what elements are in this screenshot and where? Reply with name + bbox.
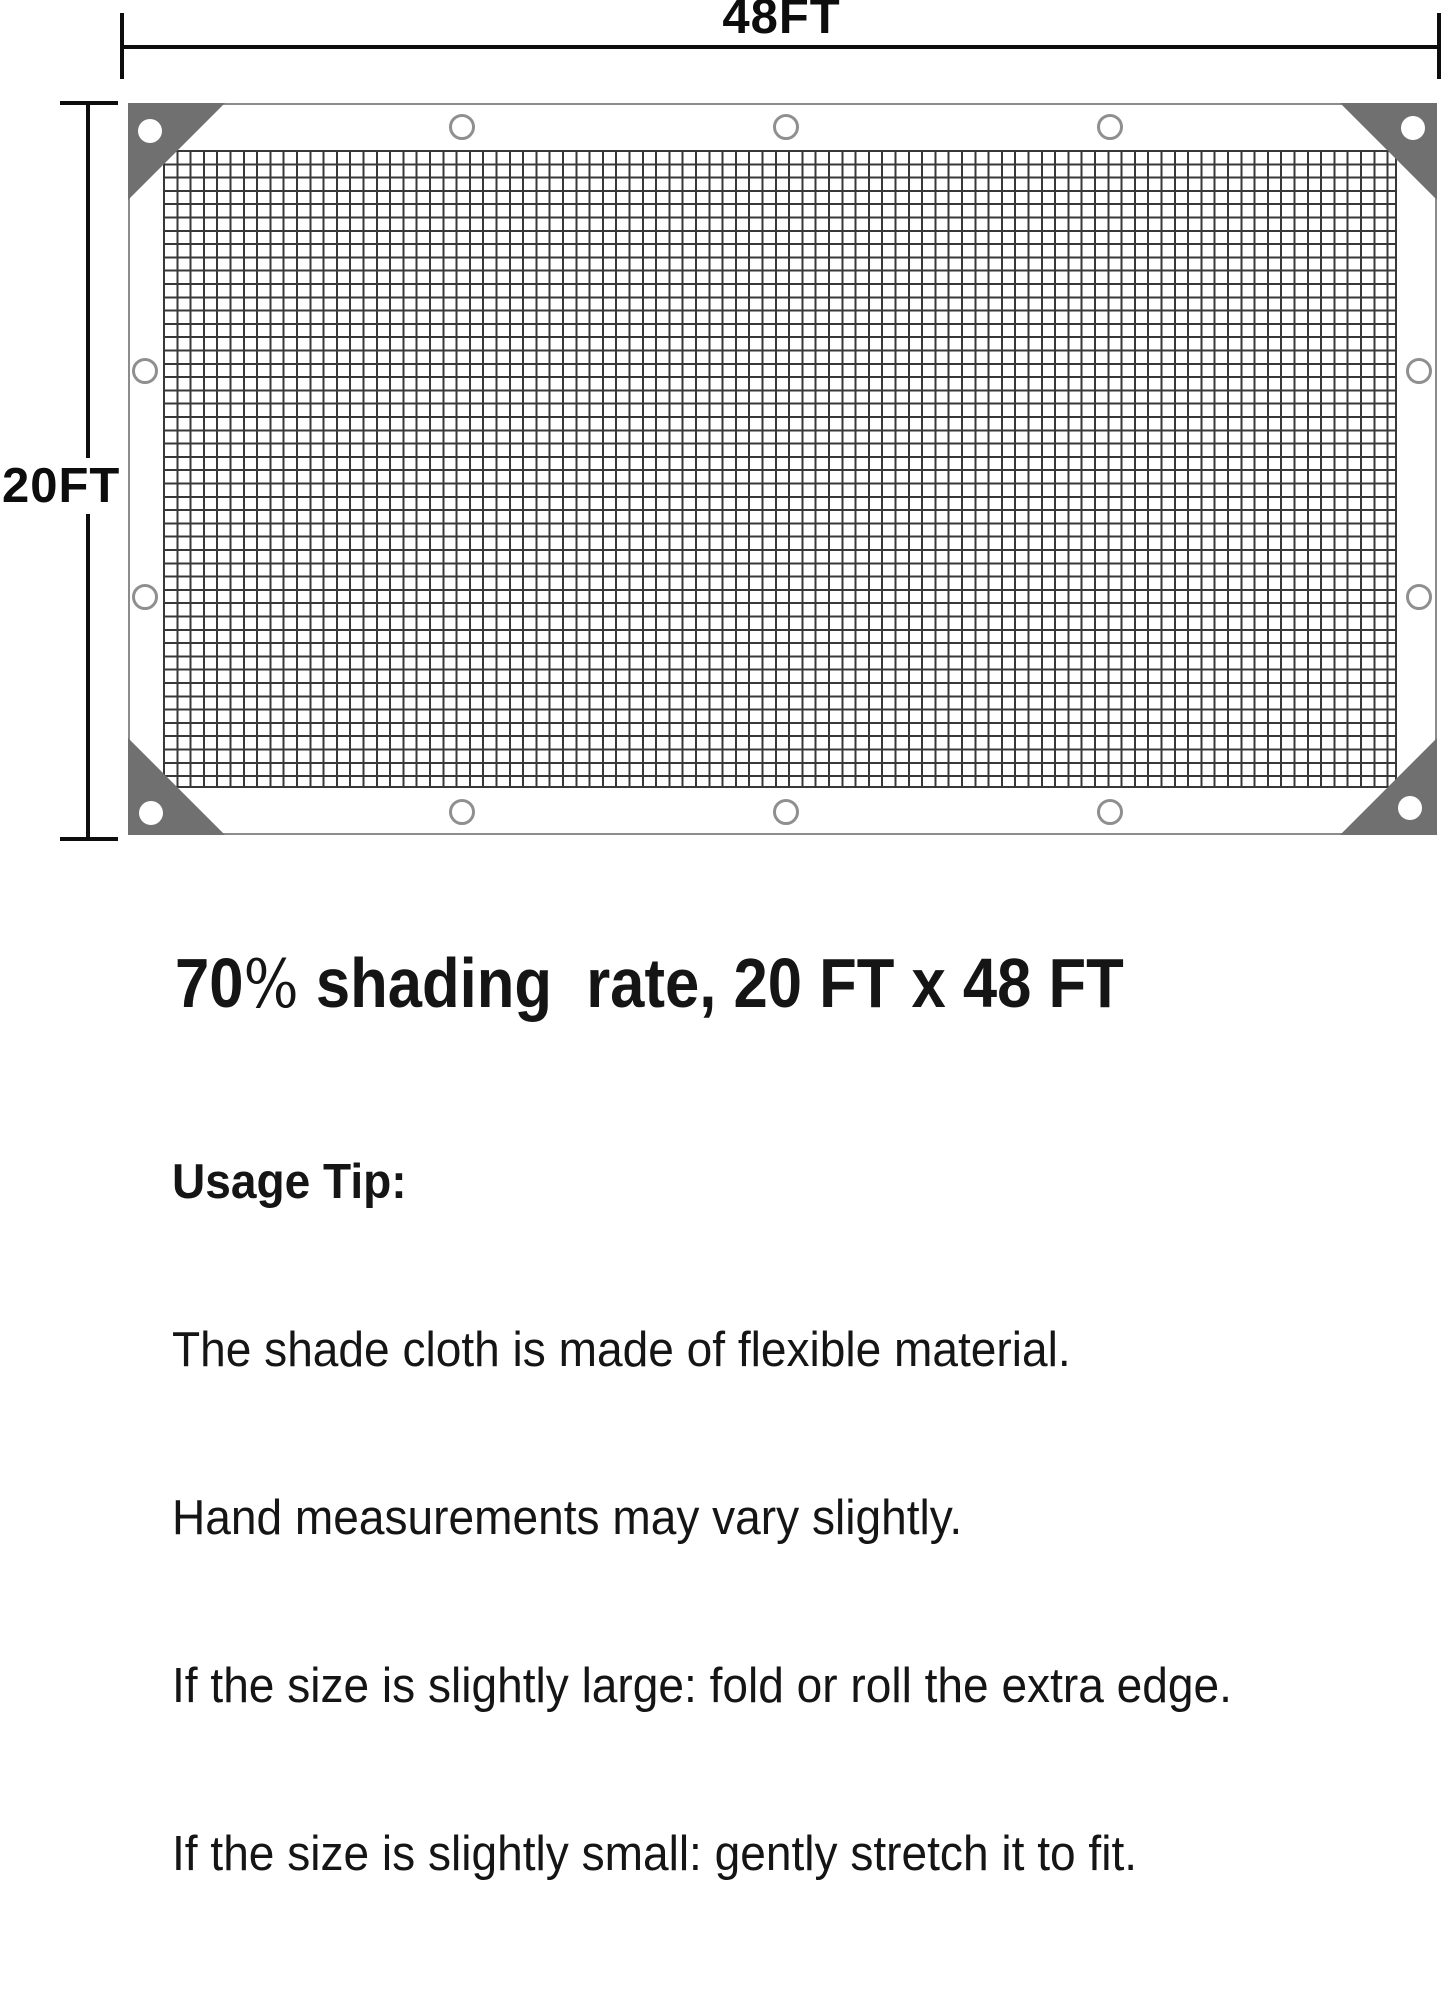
- grommet-ring: [449, 799, 475, 825]
- product-title-rest: shading rate, 20 FT x 48 FT: [298, 944, 1124, 1022]
- product-title: [175, 946, 1124, 1022]
- width-dimension-line: [122, 45, 1441, 49]
- grommet-ring: [1406, 358, 1432, 384]
- grommet-ring: [132, 358, 158, 384]
- usage-tip-line: If the size is slightly small: gently stretch it to fit.: [172, 1827, 1138, 1881]
- shading-rate-number: 70: [175, 944, 244, 1022]
- usage-tips: [172, 1042, 1232, 1994]
- height-dimension-tick-top: [60, 101, 118, 105]
- corner-grommet-hole: [139, 801, 163, 825]
- width-dimension-label: 48FT: [722, 0, 841, 44]
- grommet-ring: [132, 584, 158, 610]
- mesh-grid: [163, 150, 1397, 788]
- percent-sign: %: [243, 946, 299, 1023]
- corner-grommet-hole: [1398, 796, 1422, 820]
- height-dimension-label: 20FT: [0, 458, 126, 514]
- width-dimension-tick-right: [1437, 13, 1441, 79]
- grommet-ring: [1097, 114, 1123, 140]
- usage-tip-line: If the size is slightly large: fold or roll the extra edge.: [172, 1659, 1232, 1713]
- grommet-ring: [773, 799, 799, 825]
- grommet-ring: [1406, 584, 1432, 610]
- shade-cloth: [128, 103, 1437, 835]
- height-dimension-tick-bottom: [60, 837, 118, 841]
- corner-grommet-hole: [1401, 116, 1425, 140]
- usage-tip-line: Hand measurements may vary slightly.: [172, 1491, 963, 1545]
- usage-tip-label: Usage Tip:: [172, 1155, 407, 1209]
- grommet-ring: [449, 114, 475, 140]
- width-dimension-tick-left: [120, 13, 124, 79]
- corner-grommet-hole: [138, 119, 162, 143]
- grommet-ring: [773, 114, 799, 140]
- usage-tip-line: The shade cloth is made of flexible material.: [172, 1323, 1071, 1377]
- grommet-ring: [1097, 799, 1123, 825]
